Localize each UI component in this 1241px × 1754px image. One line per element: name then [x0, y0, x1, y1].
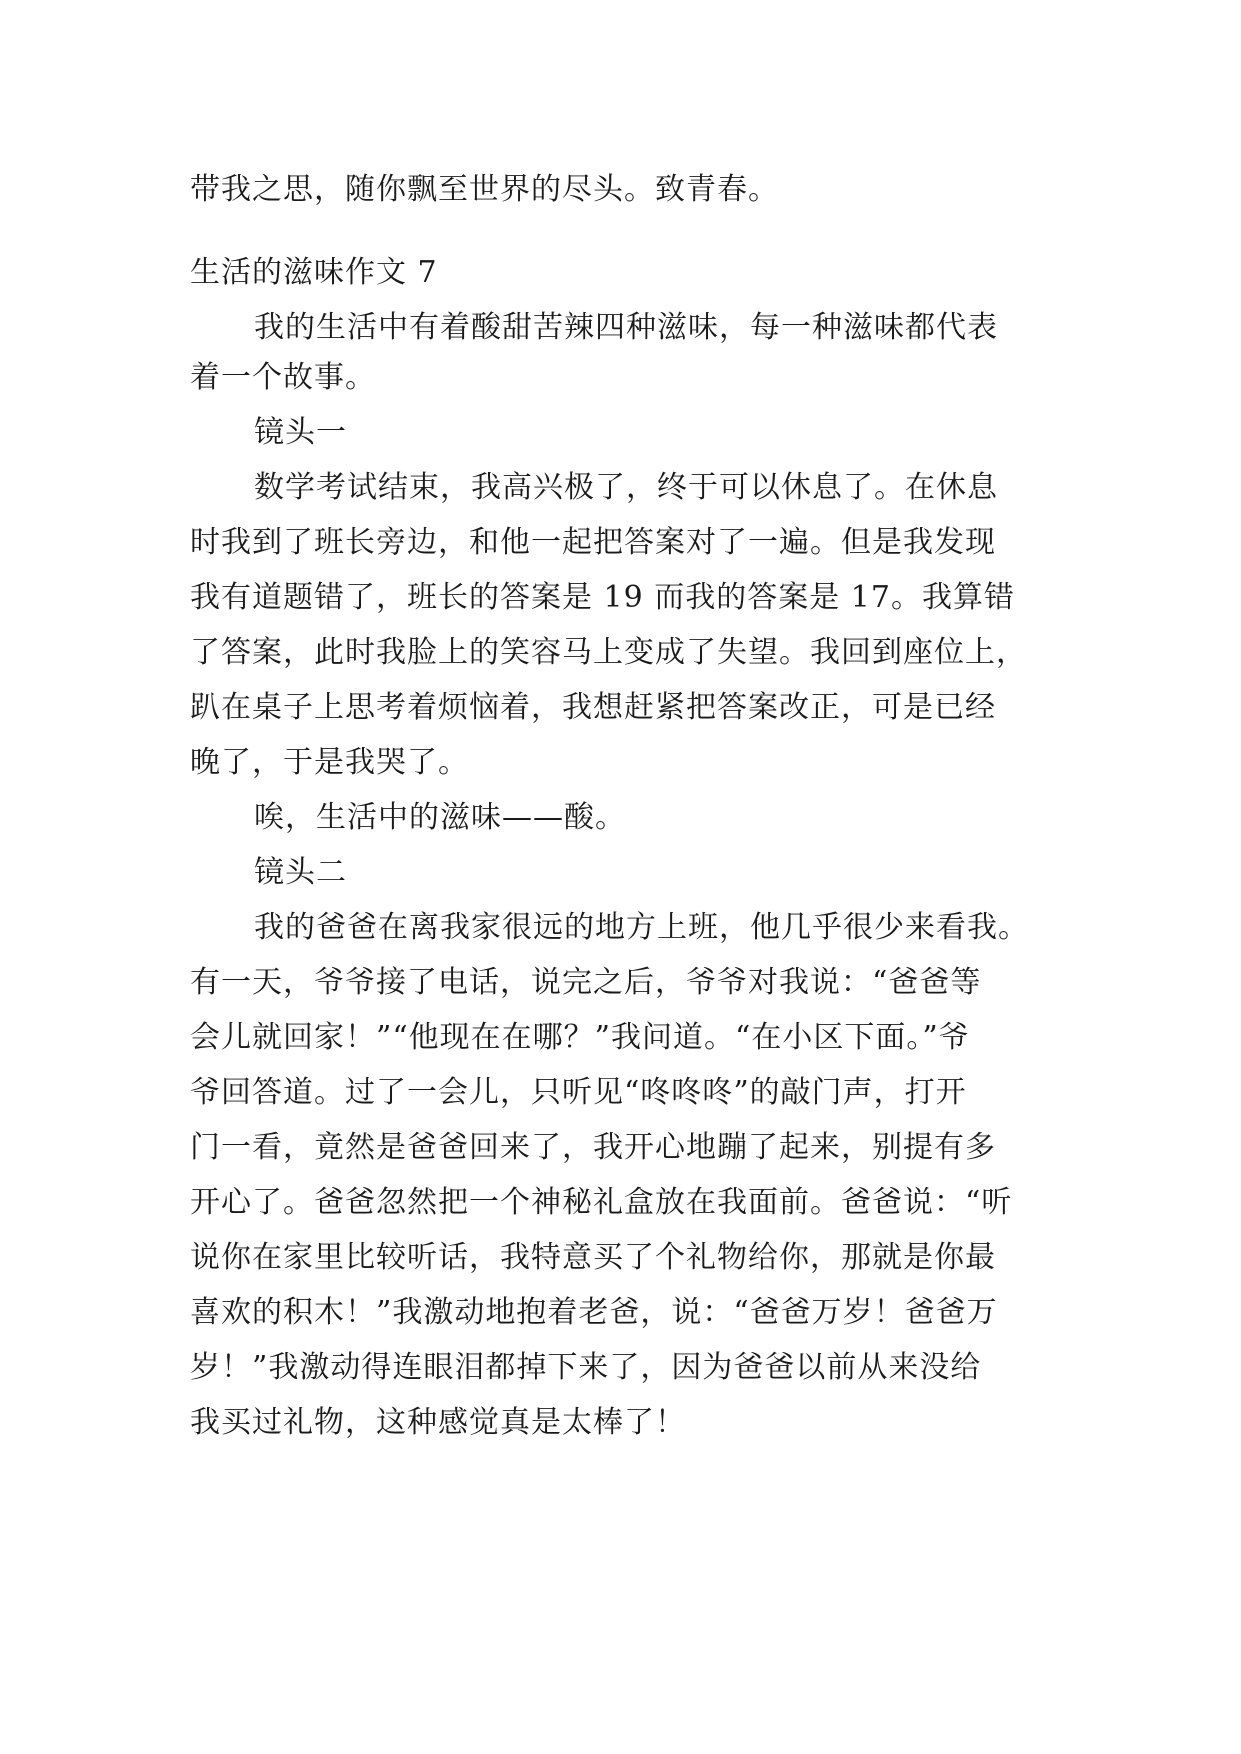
- paragraph-line: 说你在家里比较听话，我特意买了个礼物给你，那就是你最: [190, 1240, 996, 1275]
- section-heading: 镜头二: [254, 855, 347, 890]
- paragraph-line: 会儿就回家！”“他现在在哪？”我问道。“在小区下面。”爷: [190, 1020, 970, 1055]
- paragraph-line: 岁！”我激动得连眼泪都掉下来了，因为爸爸以前从来没给: [190, 1350, 982, 1385]
- essay-title: 生活的滋味作文 7: [190, 255, 438, 290]
- paragraph-line: 着一个故事。: [190, 360, 376, 395]
- paragraph-line: 爷回答道。过了一会儿，只听见“咚咚咚”的敲门声，打开: [190, 1075, 967, 1110]
- paragraph-line: 了答案，此时我脸上的笑容马上变成了失望。我回到座位上，: [190, 635, 1027, 670]
- paragraph-line: 门一看，竟然是爸爸回来了，我开心地蹦了起来，别提有多: [190, 1130, 996, 1165]
- paragraph-line: 趴在桌子上思考着烦恼着，我想赶紧把答案改正，可是已经: [190, 690, 996, 725]
- paragraph-line: 数学考试结束，我高兴极了，终于可以休息了。在休息: [254, 470, 998, 505]
- paragraph-line: 晚了，于是我哭了。: [190, 745, 469, 780]
- paragraph-line: 我的生活中有着酸甜苦辣四种滋味，每一种滋味都代表: [254, 310, 998, 345]
- paragraph-line: 有一天，爷爷接了电话，说完之后，爷爷对我说：“爸爸等: [190, 965, 982, 1000]
- paragraph-line: 我买过礼物，这种感觉真是太棒了！: [190, 1405, 686, 1440]
- paragraph-line: 唉，生活中的滋味——酸。: [254, 800, 626, 835]
- paragraph-line: 我有道题错了，班长的答案是 19 而我的答案是 17。我算错: [190, 580, 1015, 615]
- paragraph-line: 时我到了班长旁边，和他一起把答案对了一遍。但是我发现: [190, 525, 996, 560]
- paragraph-line: 喜欢的积木！”我激动地抱着老爸，说：“爸爸万岁！爸爸万: [190, 1295, 998, 1330]
- section-heading: 镜头一: [254, 415, 347, 450]
- paragraph-line: 带我之思，随你飘至世界的尽头。致青春。: [190, 172, 779, 207]
- paragraph-line: 我的爸爸在离我家很远的地方上班，他几乎很少来看我。: [254, 910, 1029, 945]
- paragraph-line: 开心了。爸爸忽然把一个神秘礼盒放在我面前。爸爸说：“听: [190, 1185, 1013, 1220]
